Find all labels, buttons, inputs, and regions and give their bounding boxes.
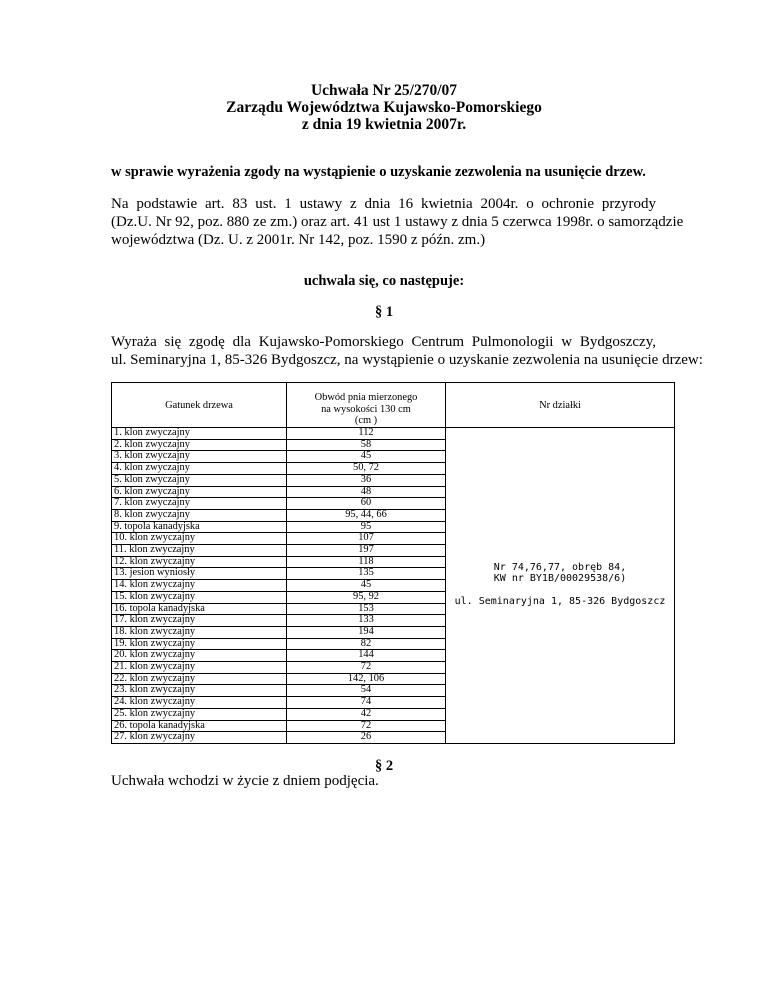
girth-cell: 50, 72: [287, 463, 446, 475]
girth-cell: 144: [287, 650, 446, 662]
species-cell: 11. klon zwyczajny: [112, 545, 287, 557]
section-2-text: Uchwała wchodzi w życie z dniem podjęcia.: [111, 773, 379, 789]
girth-cell: 197: [287, 545, 446, 557]
girth-cell: 72: [287, 720, 446, 732]
species-cell: 22. klon zwyczajny: [112, 673, 287, 685]
girth-cell: 194: [287, 626, 446, 638]
species-cell: 27. klon zwyczajny: [112, 732, 287, 744]
species-cell: 17. klon zwyczajny: [112, 615, 287, 627]
legal-basis-line-3: województwa (Dz. U. z 2001r. Nr 142, poz. 1590 z późn. zm.): [111, 232, 486, 248]
species-cell: 14. klon zwyczajny: [112, 580, 287, 592]
species-cell: 12. klon zwyczajny: [112, 556, 287, 568]
species-cell: 7. klon zwyczajny: [112, 498, 287, 510]
species-cell: 9. topola kanadyjska: [112, 521, 287, 533]
girth-cell: 107: [287, 533, 446, 545]
species-cell: 23. klon zwyczajny: [112, 685, 287, 697]
resolution-subject: w sprawie wyrażenia zgody na wystąpienie o uzyskanie zezwolenia na usunięcie drzew.: [111, 164, 646, 180]
section-1-line-2: ul. Seminaryjna 1, 85-326 Bydgoszcz, na wystąpienie o uzyskanie zezwolenia na usunięcie drzew:: [111, 352, 703, 368]
resolves-heading: uchwala się, co następuje:: [303, 273, 465, 289]
species-cell: 20. klon zwyczajny: [112, 650, 287, 662]
section-1-mark: § 1: [374, 304, 394, 320]
section-1-paragraph: [111, 333, 703, 369]
legal-basis-line-1: Na podstawie art. 83 ust. 1 ustawy z dnia 16 kwietnia 2004r. o ochronie przyrody: [111, 196, 656, 212]
girth-cell: 54: [287, 685, 446, 697]
species-cell: 6. klon zwyczajny: [112, 486, 287, 498]
girth-header-line-3: (cm ): [354, 415, 378, 427]
girth-cell: 45: [287, 451, 446, 463]
species-cell: 18. klon zwyczajny: [112, 626, 287, 638]
girth-header-line-2: na wysokości 130 cm: [321, 403, 411, 415]
species-cell: 25. klon zwyczajny: [112, 708, 287, 720]
girth-cell: 60: [287, 498, 446, 510]
species-cell: 4. klon zwyczajny: [112, 463, 287, 475]
species-cell: 3. klon zwyczajny: [112, 451, 287, 463]
girth-column-header: [287, 383, 446, 428]
girth-cell: 112: [287, 428, 446, 440]
girth-cell: 58: [287, 439, 446, 451]
species-cell: 1. klon zwyczajny: [112, 428, 287, 440]
section-1-line-1: Wyraża się zgodę dla Kujawsko-Pomorskiego Centrum Pulmonologii w Bydgoszczy,: [111, 334, 656, 350]
species-cell: 21. klon zwyczajny: [112, 662, 287, 674]
species-cell: 15. klon zwyczajny: [112, 591, 287, 603]
girth-cell: 95, 92: [287, 591, 446, 603]
plot-info-line-3: ul. Seminaryjna 1, 85-326 Bydgoszcz: [454, 596, 666, 608]
girth-cell: 133: [287, 615, 446, 627]
plot-info-cell: [446, 428, 675, 744]
girth-cell: 118: [287, 556, 446, 568]
plot-column-header: [446, 383, 675, 428]
tree-rows: [112, 428, 675, 744]
trees-table: [111, 382, 675, 744]
issuing-body: Zarządu Województwa Kujawsko-Pomorskiego: [226, 99, 542, 116]
girth-cell: 42: [287, 708, 446, 720]
resolution-number: Uchwała Nr 25/270/07: [310, 82, 458, 99]
species-cell: 13. jesion wyniosły: [112, 568, 287, 580]
species-cell: 19. klon zwyczajny: [112, 638, 287, 650]
legal-basis-paragraph: [111, 195, 684, 249]
species-header-text: Gatunek drzewa: [165, 399, 233, 411]
plot-info-line-1: Nr 74,76,77, obręb 84,: [493, 561, 627, 573]
species-cell: 10. klon zwyczajny: [112, 533, 287, 545]
girth-cell: 72: [287, 662, 446, 674]
girth-cell: 153: [287, 603, 446, 615]
species-cell: 2. klon zwyczajny: [112, 439, 287, 451]
species-column-header: [112, 383, 287, 428]
girth-header-line-1: Obwód pnia mierzonego: [314, 392, 418, 404]
girth-cell: 142, 106: [287, 673, 446, 685]
girth-cell: 74: [287, 697, 446, 709]
girth-cell: 36: [287, 474, 446, 486]
girth-cell: 48: [287, 486, 446, 498]
species-cell: 5. klon zwyczajny: [112, 474, 287, 486]
species-cell: 8. klon zwyczajny: [112, 509, 287, 521]
section-2-mark: § 2: [374, 758, 394, 774]
girth-cell: 95, 44, 66: [287, 509, 446, 521]
species-cell: 16. topola kanadyjska: [112, 603, 287, 615]
table-row: [112, 428, 675, 440]
plot-info-line-2: KW nr BY1B/00029538/6): [493, 572, 627, 584]
girth-cell: 135: [287, 568, 446, 580]
girth-cell: 95: [287, 521, 446, 533]
species-cell: 26. topola kanadyjska: [112, 720, 287, 732]
girth-cell: 26: [287, 732, 446, 744]
girth-cell: 82: [287, 638, 446, 650]
species-cell: 24. klon zwyczajny: [112, 697, 287, 709]
plot-header-text: Nr działki: [539, 399, 581, 411]
legal-basis-line-2: (Dz.U. Nr 92, poz. 880 ze zm.) oraz art. 41 ust 1 ustawy z dnia 5 czerwca 1998r. o samorządzie: [111, 214, 684, 230]
resolution-date: z dnia 19 kwietnia 2007r.: [301, 116, 467, 133]
girth-cell: 45: [287, 580, 446, 592]
table-header-row: [112, 383, 675, 428]
